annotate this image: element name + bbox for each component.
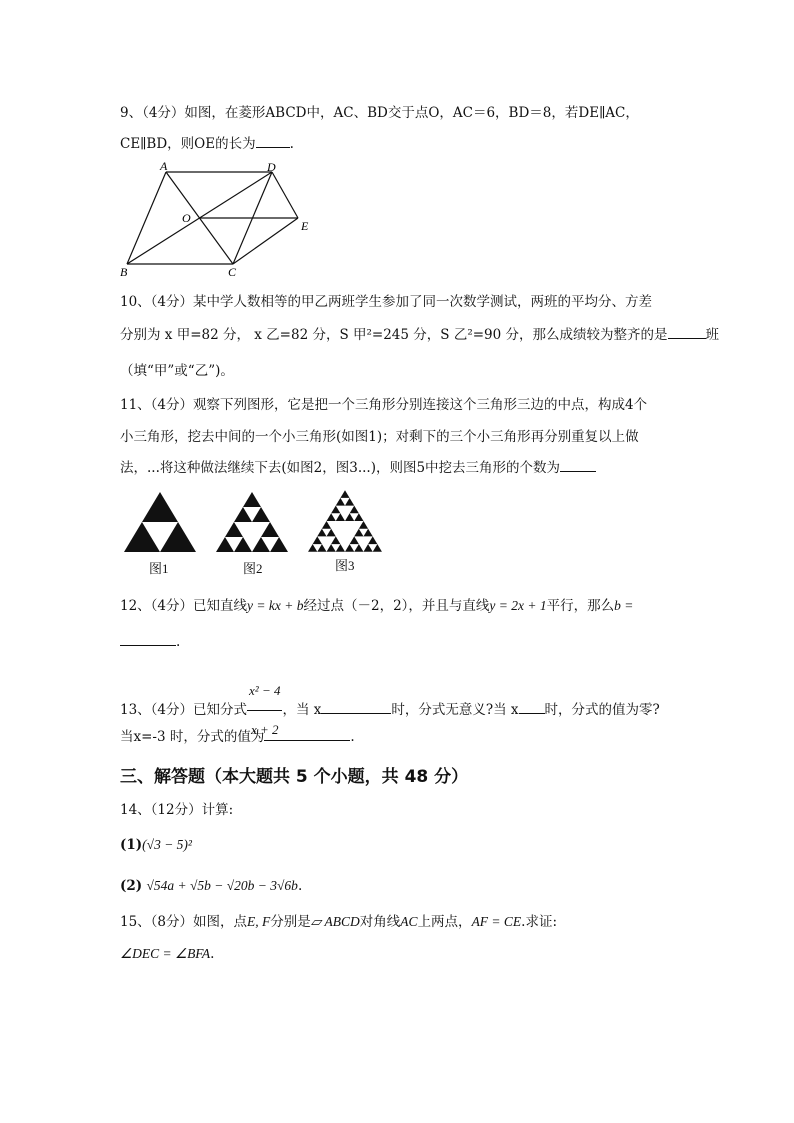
q12-line1 — [120, 597, 633, 615]
q12-eq1: y = kx + b — [247, 598, 304, 613]
q14-p2-label: (2) — [120, 878, 143, 894]
q14-end: . — [297, 878, 303, 894]
q10-answer-blank — [668, 326, 706, 339]
q13-mid3: 时，分式的值为零? — [544, 702, 660, 718]
label-c: C — [228, 265, 237, 279]
q9-answer-blank — [256, 135, 290, 148]
q15-line2 — [120, 945, 214, 963]
q13-line2 — [120, 728, 355, 746]
q10-line2-text: 分别为 x 甲=82 分， x 乙=82 分，S 甲²=245 分，S 乙²=90 分，那么成绩较为整齐的是 — [120, 327, 668, 343]
label-a: A — [160, 160, 168, 173]
q15-mid: 分别是 — [270, 914, 311, 930]
q14-p1-expr: (√3 − 5)² — [142, 837, 192, 852]
q9-end: . — [289, 136, 294, 152]
q13-mid1: ，当 x — [282, 702, 322, 718]
q13-pre: 13、（4分）已知分式 — [120, 702, 248, 718]
q15-post: .求证: — [521, 914, 558, 930]
q13-blank2 — [519, 701, 545, 714]
q15-parallelogram: ▱ ABCD — [310, 914, 360, 929]
q12-eq2: y = 2x + 1 — [489, 598, 547, 613]
q9-line1: 9、（4分）如图，在菱形ABCD中，AC、BD交于点O，AC＝6，BD＝8，若DE∥AC， — [120, 105, 639, 121]
label-b: B — [120, 265, 128, 279]
q14-p1-label: (1) — [120, 837, 143, 853]
q13-mid2: 时，分式无意义?当 x — [391, 702, 519, 718]
q15-points: E, F — [247, 914, 271, 929]
q15-ac: AC — [400, 914, 418, 929]
rhombus-figure — [112, 160, 322, 280]
q13-blank3 — [264, 728, 350, 741]
label-d: D — [267, 160, 276, 174]
caption-fig1: 图1 — [149, 561, 169, 576]
q13-denominator: x + 2 — [250, 722, 279, 737]
q10-line1: 10、（4分）某中学人数相等的甲乙两班学生参加了同一次数学测试，两班的平均分、方差 — [120, 294, 653, 310]
q11-line3 — [120, 459, 596, 477]
section-heading: 三、解答题（本大题共 5 个小题，共 48 分） — [120, 767, 469, 787]
q13-line2-text: 当x=-3 时，分式的值为 — [120, 729, 265, 745]
q13-end: . — [350, 729, 355, 745]
q15-end: . — [210, 946, 215, 962]
q9-line2 — [120, 135, 294, 153]
q12-end: . — [176, 634, 181, 650]
q15-mid2: 对角线 — [359, 914, 401, 930]
q14-part1 — [120, 836, 192, 854]
q13-blank1 — [321, 701, 391, 714]
q9-line2-text: CE∥BD，则OE的长为 — [120, 136, 256, 152]
q12-mid: 经过点（－2，2），并且与直线 — [303, 598, 490, 614]
sierpinski-fig2 — [214, 490, 290, 554]
label-o: O — [182, 211, 191, 225]
q12-answer-blank — [120, 633, 176, 646]
q10-line2 — [120, 326, 719, 344]
q13-numerator: x² − 4 — [247, 672, 282, 711]
q10-line2-end: 班 — [705, 327, 720, 343]
caption-fig2: 图2 — [243, 561, 263, 576]
q14-p2-expr: √54a + √5b − √20b − 3√6b — [146, 878, 298, 893]
q15-angle-equation: ∠DEC = ∠BFA — [120, 946, 211, 961]
q14-title: 14、（12分）计算: — [120, 802, 234, 818]
q14-part2 — [120, 877, 302, 895]
q12-post: 平行，那么 — [546, 598, 615, 614]
q11-line3-text: 法，...将这种做法继续下去(如图2，图3...)，则图5中挖去三角形的个数为 — [120, 460, 561, 476]
q12-line2 — [120, 633, 180, 651]
q11-line2: 小三角形，挖去中间的一个小三角形(如图1)；对剩下的三个小三角形再分别重复以上做 — [120, 429, 639, 445]
q15-condition: AF = CE — [471, 914, 522, 929]
q12-pre: 12、（4分）已知直线 — [120, 598, 248, 614]
caption-fig3: 图3 — [335, 558, 355, 573]
q11-answer-blank — [560, 459, 596, 472]
q11-line1: 11、（4分）观察下列图形，它是把一个三角形分别连接这个三角形三边的中点，构成4个 — [120, 397, 648, 413]
sierpinski-fig1 — [122, 490, 198, 554]
label-e: E — [301, 219, 309, 233]
q15-pre: 15、（8分）如图，点 — [120, 914, 248, 930]
q15-line1 — [120, 913, 557, 931]
sierpinski-fig3 — [306, 488, 384, 554]
q12-var: b = — [614, 598, 634, 613]
q15-mid3: 上两点， — [417, 914, 472, 930]
q10-line3: （填“甲”或“乙”)。 — [120, 363, 234, 379]
